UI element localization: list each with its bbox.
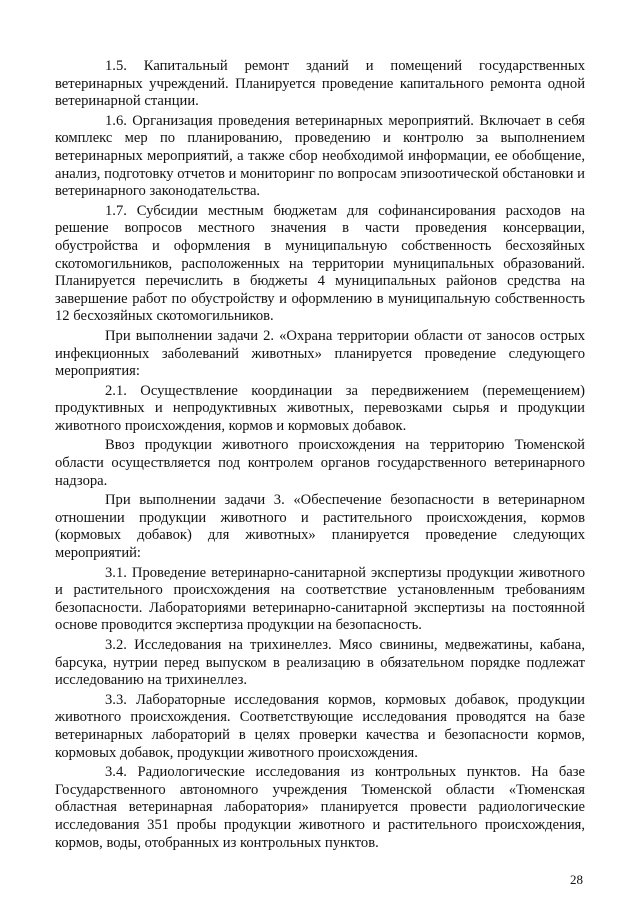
paragraph-task-3: При выполнении задачи 3. «Обеспечение безопасности в ветеринарном отношении продукции животного и растительного происхождения, кормов (кормовых добавок) для животных» планируется проведение следующих мероприятий:	[55, 492, 585, 562]
page-number: 28	[570, 872, 583, 887]
paragraph-2-1: 2.1. Осуществление координации за передвижением (перемещением) продуктивных и непродуктивных животных, перевозками сырья и продукции животного происхождения, кормов и кормовых добавок.	[55, 382, 585, 434]
paragraph-3-4: 3.4. Радиологические исследования из контрольных пунктов. На базе Государственного автономного учреждения Тюменской области «Тюменская областная ветеринарная лаборатория» планируется провести радиологические исследования 351 пробы продукции животного и растительного происхождения, кормов, воды, отобранных из контрольных пунктов.	[55, 764, 585, 851]
paragraph-import-control: Ввоз продукции животного происхождения на территорию Тюменской области осуществляется под контролем органов государственного ветеринарного надзора.	[55, 437, 585, 489]
paragraph-3-2: 3.2. Исследования на трихинеллез. Мясо свинины, медвежатины, кабана, барсука, нутрии перед выпуском в реализацию в обязательном порядке подлежат исследованию на трихинеллез.	[55, 637, 585, 689]
paragraph-3-1: 3.1. Проведение ветеринарно-санитарной экспертизы продукции животного и растительного происхождения на соответствие установленным требованиям безопасности. Лабораториями ветеринарно-санитарной экспертизы на постоянной основе проводится экспертиза продукции на безопасность.	[55, 564, 585, 634]
paragraph-3-3: 3.3. Лабораторные исследования кормов, кормовых добавок, продукции животного происхождения. Соответствующие исследования проводятся на базе ветеринарных лабораторий в целях проверки качества и безопасности кормов, кормовых добавок, продукции животного происхождения.	[55, 691, 585, 761]
document-body	[55, 58, 585, 854]
paragraph-1-5: 1.5. Капитальный ремонт зданий и помещений государственных ветеринарных учреждений. Планируется проведение капитального ремонта одной ветеринарной станции.	[55, 58, 585, 110]
paragraph-1-6: 1.6. Организация проведения ветеринарных мероприятий. Включает в себя комплекс мер по планированию, проведению и контролю за выполнением ветеринарных мероприятий, а также сбор необходимой информации, ее обобщение, анализ, подготовку отчетов и мониторинг по вопросам эпизоотической обстановки и ветеринарного законодательства.	[55, 112, 585, 200]
paragraph-1-7: 1.7. Субсидии местным бюджетам для софинансирования расходов на решение вопросов местного значения в части проведения консервации, обустройства и оформления в муниципальную собственность бесхозяйных скотомогильников, расположенных на территории муниципальных образований. Планируется перечислить в бюджеты 4 муниципальных районов средства на завершение работ по обустройству и оформлению в муниципальную собственность 12 бесхозяйных скотомогильников.	[55, 202, 585, 325]
paragraph-task-2: При выполнении задачи 2. «Охрана территории области от заносов острых инфекционных заболеваний животных» планируется проведение следующего мероприятия:	[55, 327, 585, 380]
